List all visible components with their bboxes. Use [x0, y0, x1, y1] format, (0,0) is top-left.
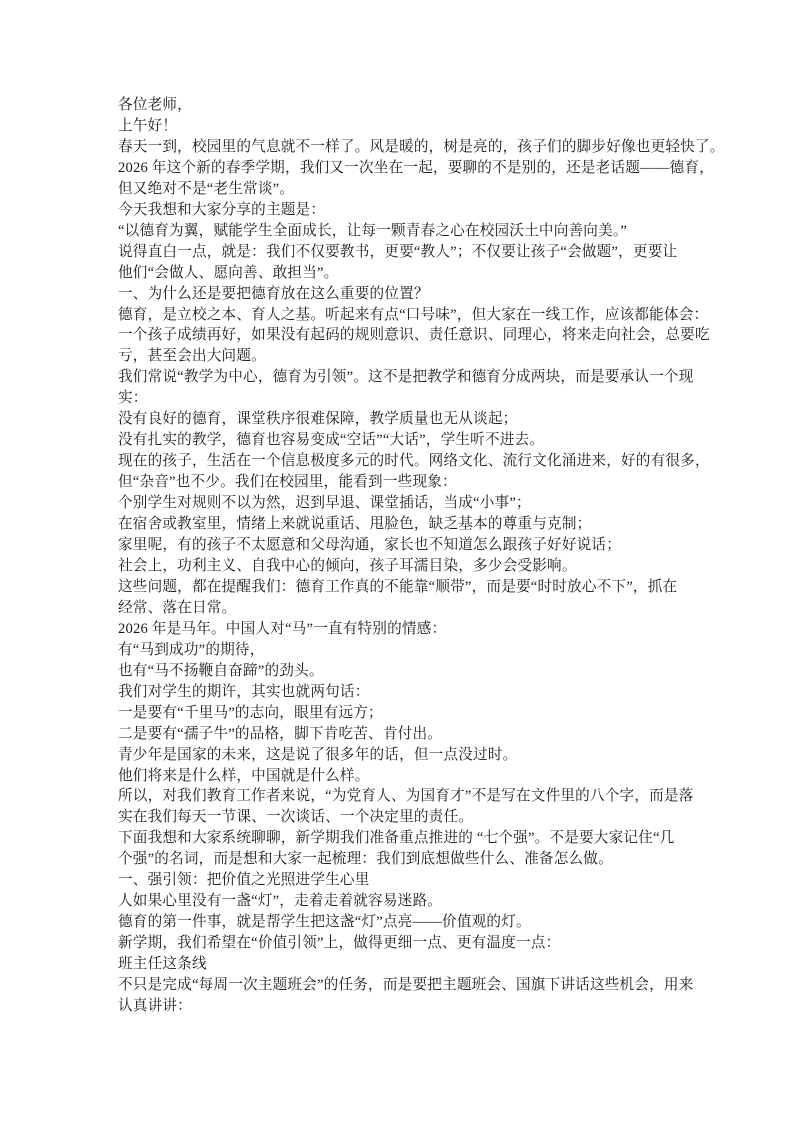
text-line: 一个孩子成绩再好，如果没有起码的规则意识、责任意识、同理心，将来走向社会，总要吃 — [118, 327, 710, 344]
text-line: “以德育为翼，赋能学生全面成长，让每一颗青春之心在校园沃土中向善向美。” — [118, 222, 628, 239]
text-line: 实： — [118, 390, 148, 407]
text-line: 个强”的名词，而是想和大家一起梳理：我们到底想做些什么、准备怎么做。 — [118, 851, 613, 868]
text-line: 经常、落在日常。 — [118, 599, 237, 616]
text-line: 说得直白一点，就是：我们不仅要教书，更要“教人”；不仅要让孩子“会做题”，更要让 — [118, 243, 678, 260]
text-line: 家里呢，有的孩子不太愿意和父母沟通，家长也不知道怎么跟孩子好好说话； — [118, 537, 621, 554]
text-line: 青少年是国家的未来，这是说了很多年的话，但一点没过时。 — [118, 746, 518, 763]
text-line: 我们常说“教学为中心，德育为引领”。这不是把教学和德育分成两块，而是要承认一个现 — [118, 369, 694, 386]
text-line: 他们将来是什么样，中国就是什么样。 — [118, 767, 370, 784]
text-line: 一、为什么还是要把德育放在这么重要的位置？ — [118, 285, 429, 302]
text-line: 不只是完成“每周一次主题班会”的任务，而是要把主题班会、国旗下讲话这些机会，用来 — [118, 977, 694, 994]
text-line: 2026 年这个新的春季学期，我们又一次坐在一起，要聊的不是别的，还是老话题——德育， — [118, 159, 715, 176]
text-line: 社会上，功利主义、自我中心的倾向，孩子耳濡目染，多少会受影响。 — [118, 557, 577, 574]
text-line: 没有良好的德育，课堂秩序很难保障，教学质量也无从谈起； — [118, 411, 518, 428]
text-line: 德育的第一件事，就是帮学生把这盏“灯”点亮——价值观的灯。 — [118, 914, 531, 931]
text-line: 一、强引领：把价值之光照进学生心里 — [118, 872, 370, 889]
text-line: 下面我想和大家系统聊聊，新学期我们准备重点推进的 “七个强”。不是要大家记住“几 — [118, 830, 675, 847]
document-text — [118, 95, 725, 1017]
text-line: 新学期，我们希望在“价值引领”上，做得更细一点、更有温度一点： — [118, 935, 561, 952]
text-line: 一是要有“千里马”的志向，眼里有远方； — [118, 704, 383, 721]
text-line: 个别学生对规则不以为然，迟到早退、课堂插话，当成“小事”； — [118, 495, 531, 512]
text-line: 在宿舍或教室里，情绪上来就说重话、甩脸色，缺乏基本的尊重与克制； — [118, 516, 592, 533]
text-line: 各位老师， — [118, 97, 192, 113]
text-line: 2026 年是马年。中国人对“马”一直有特别的情感： — [118, 620, 447, 637]
text-line: 人如果心里没有一盏“灯”，走着走着就容易迷路。 — [118, 893, 443, 910]
text-line: 春天一到，校园里的气息就不一样了。风是暖的，树是亮的，孩子们的脚步好像也更轻快了。 — [118, 138, 725, 155]
text-line: 但“杂音”也不少。我们在校园里，能看到一些现象： — [118, 474, 457, 491]
text-line: 上午好！ — [118, 117, 178, 134]
text-line: 没有扎实的教学，德育也容易变成“空话”“大话”，学生听不进去。 — [118, 432, 545, 449]
text-line: 所以，对我们教育工作者来说，“为党育人、为国育才”不是写在文件里的八个字，而是落 — [118, 788, 694, 805]
text-line: 亏，甚至会出大问题。 — [118, 348, 266, 365]
text-line: 班主任这条线 — [118, 956, 207, 973]
text-line: 现在的孩子，生活在一个信息极度多元的时代。网络文化、流行文化涌进来，好的有很多， — [118, 453, 710, 470]
text-line: 实在我们每天一节课、一次谈话、一个决定里的责任。 — [118, 809, 474, 826]
text-line: 今天我想和大家分享的主题是： — [118, 201, 326, 218]
text-line: 我们对学生的期许，其实也就两句话： — [118, 683, 370, 700]
text-line: 他们“会做人、愿向善、敢担当”。 — [118, 264, 339, 281]
text-line: 二是要有“孺子牛”的品格，脚下肯吃苦、肯付出。 — [118, 725, 443, 742]
text-line: 但又绝对不是“老生常谈”。 — [118, 180, 295, 197]
text-line: 有“马到成功”的期待， — [118, 641, 265, 658]
text-line: 认真讲讲： — [118, 997, 192, 1014]
text-line: 德育，是立校之本、育人之基。听起来有点“口号味”，但大家在一线工作，应该都能体会： — [118, 306, 709, 323]
text-line: 也有“马不扬鞭自奋蹄”的劲头。 — [118, 662, 324, 679]
text-line: 这些问题，都在提醒我们：德育工作真的不能靠“顺带”，而是要“时时放心不下”，抓在 — [118, 578, 678, 595]
